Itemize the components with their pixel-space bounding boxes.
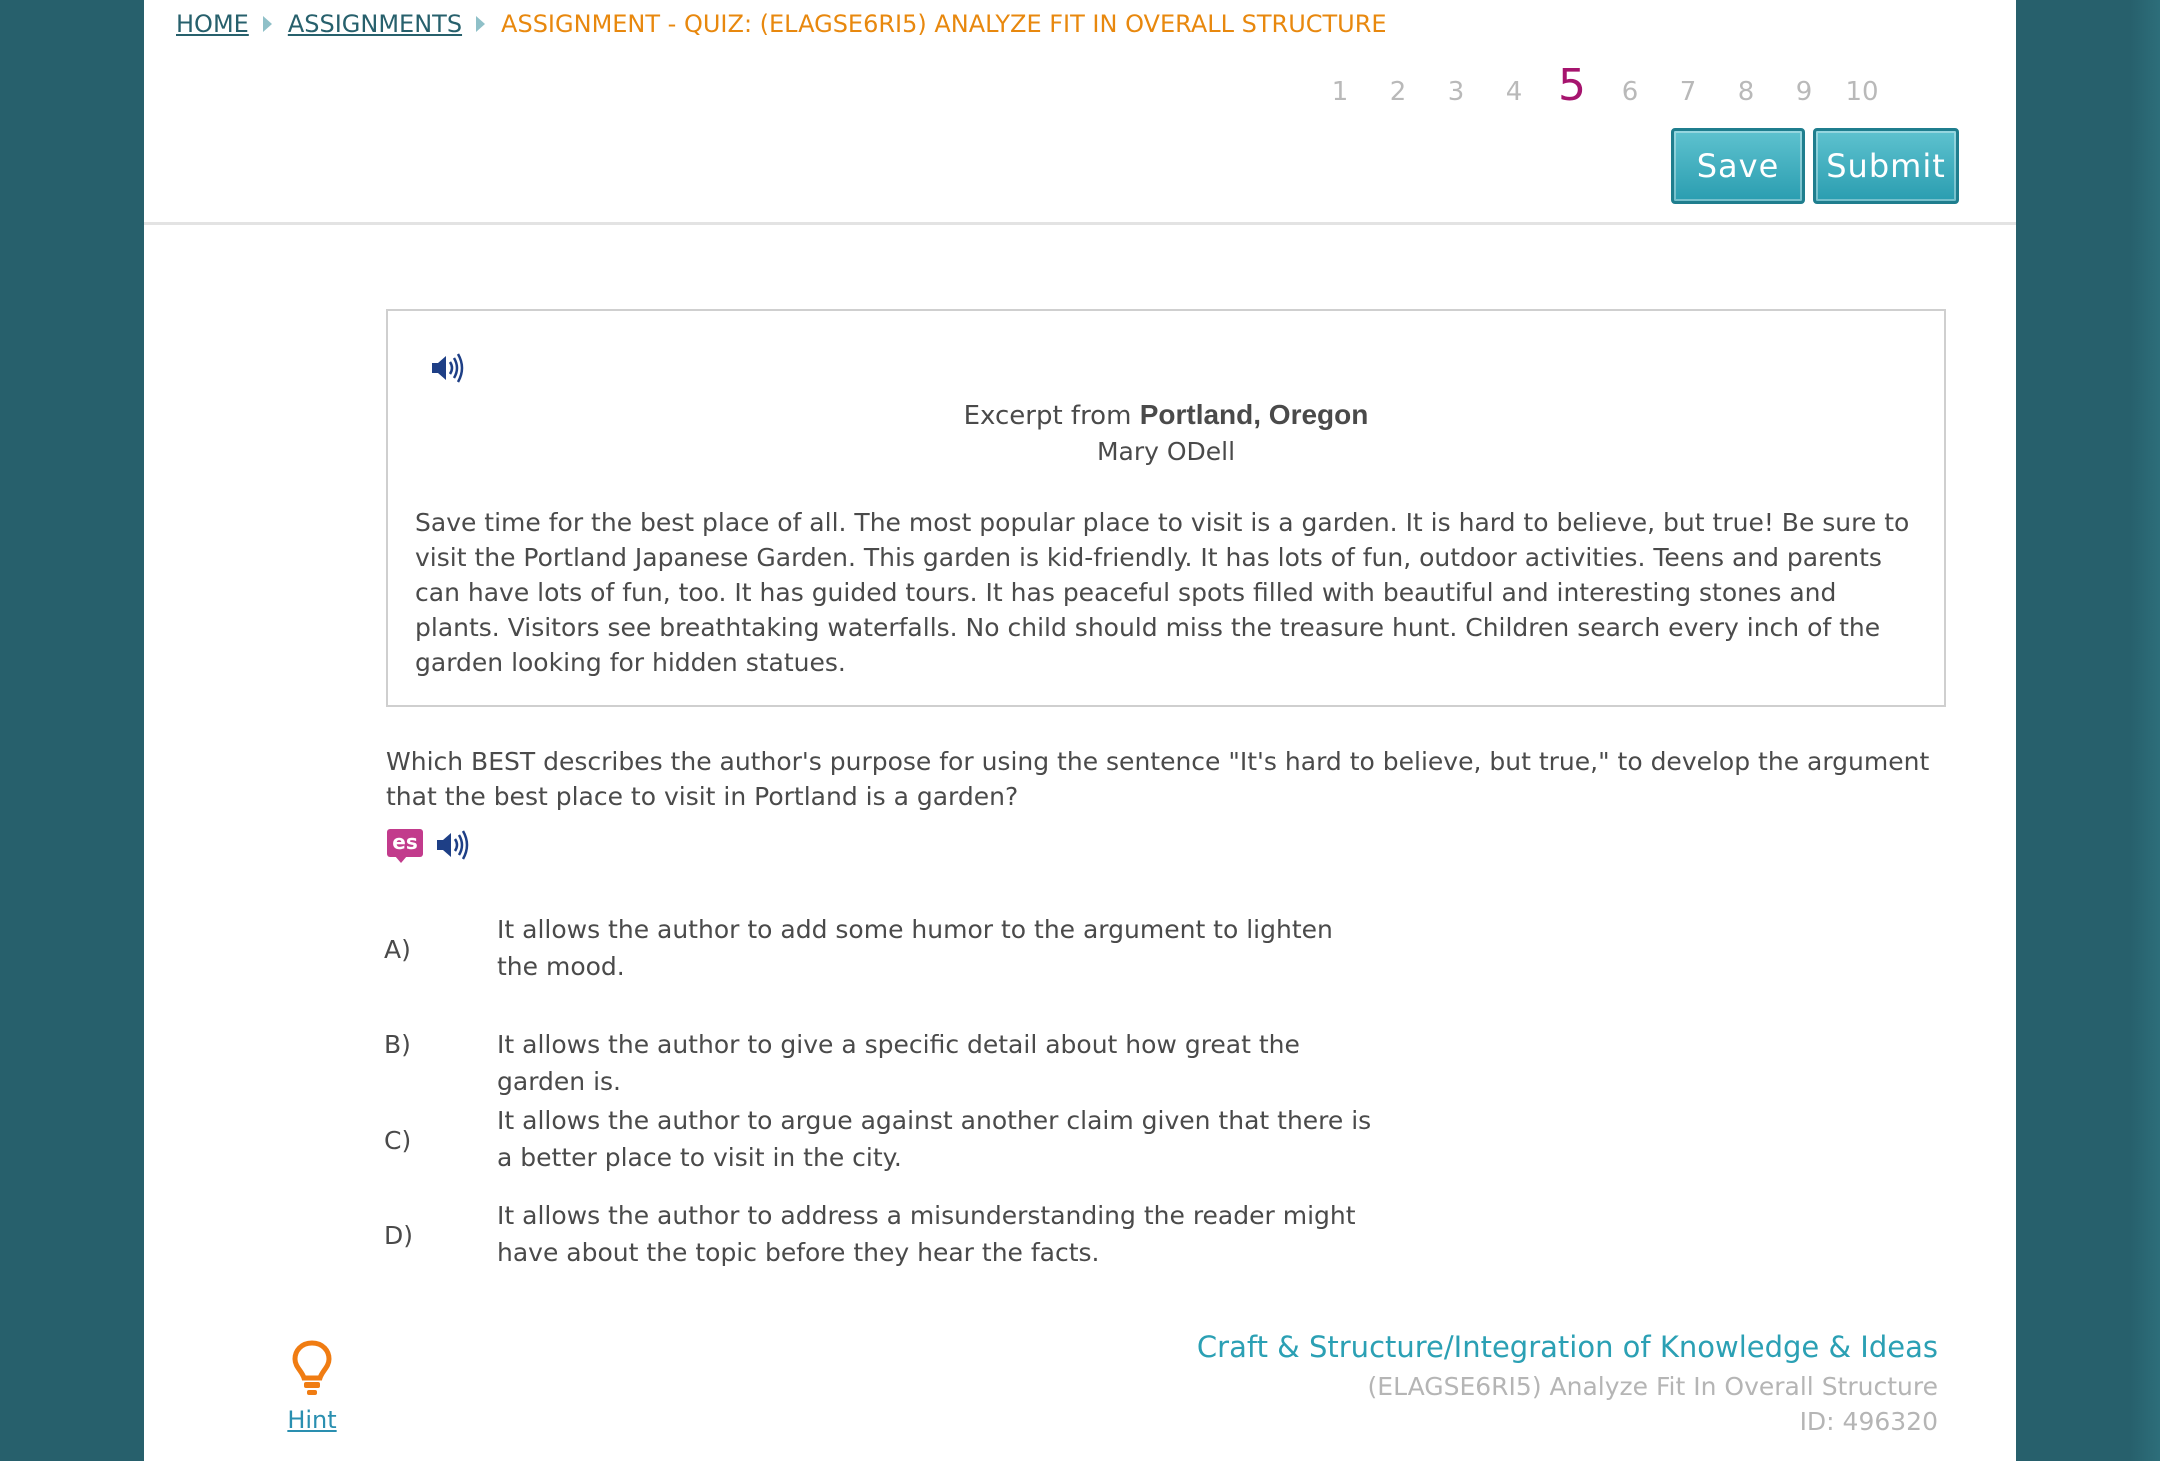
hint-label[interactable]: Hint (287, 1406, 337, 1434)
right-scroll-edge (2130, 0, 2160, 1461)
lightbulb-icon (292, 1340, 332, 1398)
option-text: It allows the author to argue against another claim given that there is a better place to visit in the city. (497, 1106, 1372, 1172)
page-link-8[interactable]: 8 (1737, 77, 1755, 107)
page-link-7[interactable]: 7 (1679, 77, 1697, 107)
standard-category: Craft & Structure/Integration of Knowledge & Ideas (1196, 1330, 1938, 1364)
breadcrumb-arrow-icon (263, 16, 272, 32)
page-link-current[interactable]: 5 (1558, 60, 1586, 111)
option-letter: D) (384, 1221, 414, 1250)
speaker-icon[interactable] (430, 351, 466, 385)
option-letter: C) (384, 1126, 412, 1155)
save-button[interactable]: Save (1671, 128, 1805, 204)
breadcrumb-home-link[interactable]: HOME (176, 10, 249, 38)
question-meta (1197, 1330, 1938, 1436)
option-text: It allows the author to address a misunderstanding the reader might have about the topic before they hear the facts. (497, 1201, 1356, 1267)
passage-box (386, 309, 1946, 707)
page-link-6[interactable]: 6 (1621, 77, 1639, 107)
speaker-icon[interactable] (435, 828, 471, 862)
page-link-4[interactable]: 4 (1505, 77, 1523, 107)
submit-button[interactable]: Submit (1813, 128, 1959, 204)
option-letter: B) (384, 1030, 411, 1059)
header-divider (144, 222, 2016, 225)
question-pagination (1311, 60, 1891, 111)
standard-code: (ELAGSE6RI5) Analyze Fit In Overall Structure (1367, 1372, 1938, 1401)
page-link-9[interactable]: 9 (1795, 77, 1813, 107)
page-link-10[interactable]: 10 (1845, 77, 1879, 107)
passage-title-prefix: Excerpt from (963, 401, 1140, 431)
page-link-2[interactable]: 2 (1389, 77, 1407, 107)
option-text: It allows the author to add some humor to the argument to lighten the mood. (497, 915, 1333, 981)
option-letter: A) (384, 935, 411, 964)
breadcrumb-assignments-link[interactable]: ASSIGNMENTS (287, 10, 463, 38)
option-text: It allows the author to give a specific detail about how great the garden is. (497, 1030, 1300, 1096)
es-translate-icon[interactable]: es (387, 829, 423, 857)
question-text: Which BEST describes the author's purpose for using the sentence "It's hard to believe, but true," to develop the argument that the best place to visit in Portland is a garden? (386, 747, 1930, 811)
question-id: ID: 496320 (1799, 1407, 1938, 1436)
breadcrumb-arrow-icon (476, 16, 485, 32)
page-link-3[interactable]: 3 (1447, 77, 1465, 107)
breadcrumb-current: ASSIGNMENT - QUIZ: (ELAGSE6RI5) ANALYZE FIT IN OVERALL STRUCTURE (501, 10, 1387, 38)
hint-button[interactable] (272, 1340, 352, 1434)
passage-text: Save time for the best place of all. The most popular place to visit is a garden. It is hard to believe, but true! Be sure to visit the Portland Japanese Garden. This garden is kid-friendly. It has lots of fun, outdoor activities. Teens and parents can have lots of fun, too. It has guided tours. It has peaceful spots filled with beautiful and interesting stones and plants. Visitors see breathtaking waterfalls. No child should miss the treasure hunt. Children search every inch of the garden looking for hidden statues. (415, 508, 1910, 677)
passage-title (388, 399, 1944, 431)
breadcrumb (176, 10, 1387, 38)
page-link-1[interactable]: 1 (1331, 77, 1349, 107)
quiz-page (144, 0, 2016, 1461)
passage-title-name: Portland, Oregon (1139, 399, 1369, 430)
passage-author: Mary ODell (1096, 437, 1236, 466)
